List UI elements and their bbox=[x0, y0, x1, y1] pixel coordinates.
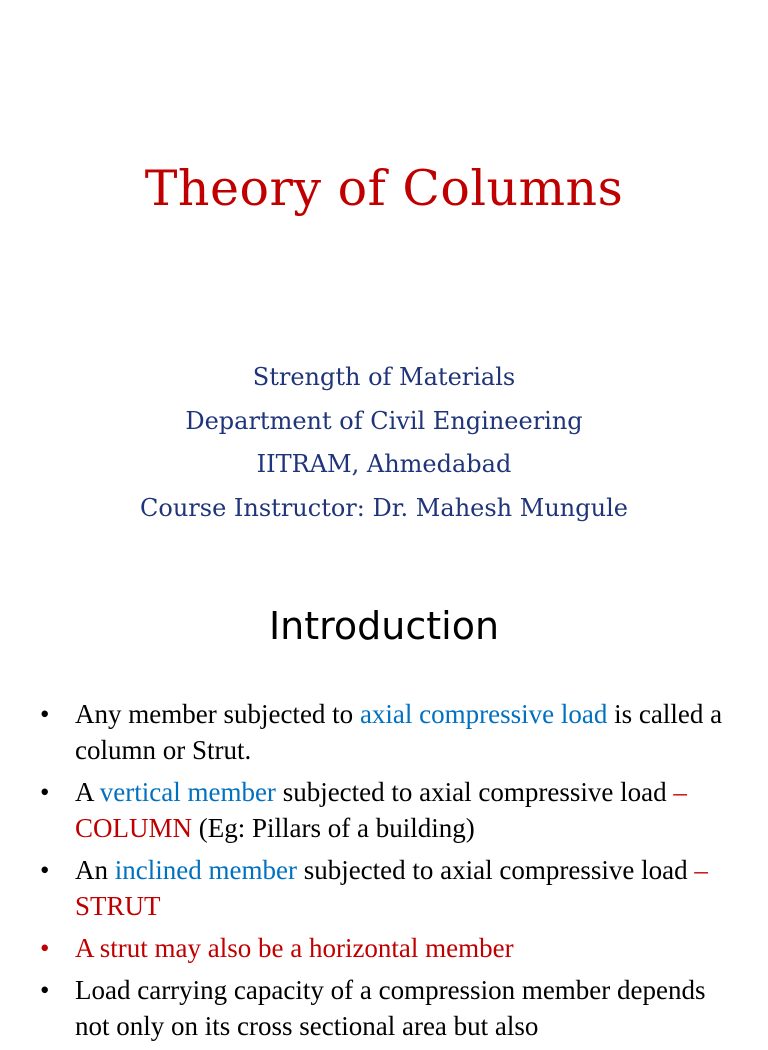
bullet-keyword: –COLUMN bbox=[75, 777, 687, 843]
slide-title: Theory of Columns bbox=[144, 160, 624, 217]
bullet-text: subjected to axial compressive load bbox=[275, 777, 674, 807]
bullet-icon: • bbox=[40, 777, 50, 807]
bullet-item bbox=[40, 852, 740, 924]
bullet-item bbox=[40, 930, 740, 966]
slide-heading: Introduction bbox=[268, 604, 500, 648]
bullet-item bbox=[40, 696, 740, 768]
bullet-highlight: vertical member bbox=[99, 777, 276, 807]
institute-name: IITRAM, Ahmedabad bbox=[256, 450, 512, 478]
bullet-text: An bbox=[75, 855, 115, 885]
bullet-item bbox=[40, 972, 740, 1044]
course-name: Strength of Materials bbox=[252, 363, 516, 391]
bullet-icon: • bbox=[40, 855, 50, 885]
introduction-slide bbox=[0, 578, 768, 1041]
subtitle-block bbox=[0, 356, 768, 530]
bullet-text: A strut may also be a horizontal member bbox=[75, 933, 514, 963]
bullet-keyword: –STRUT bbox=[75, 855, 708, 921]
bullet-highlight: axial compressive load bbox=[359, 699, 608, 729]
bullet-icon: • bbox=[40, 975, 50, 1005]
bullet-text: (Eg: Pillars of a building) bbox=[192, 813, 475, 843]
department-name: Department of Civil Engineering bbox=[185, 406, 583, 435]
bullet-icon: • bbox=[40, 933, 50, 963]
instructor-name: Course Instructor: Dr. Mahesh Mungule bbox=[140, 493, 628, 522]
bullet-highlight: inclined member bbox=[114, 855, 297, 885]
bullet-text: subjected to axial compressive load bbox=[296, 855, 695, 885]
bullet-icon: • bbox=[40, 699, 50, 729]
bullet-item bbox=[40, 774, 740, 846]
bullet-text: Load carrying capacity of a compression member depends not only on its cross sectional area but also bbox=[75, 975, 706, 1041]
bullet-text: A bbox=[75, 777, 100, 807]
bullet-text: is called a column or Strut. bbox=[75, 699, 723, 765]
bullet-text: Any member subjected to bbox=[75, 699, 360, 729]
bullet-list bbox=[40, 696, 740, 1050]
